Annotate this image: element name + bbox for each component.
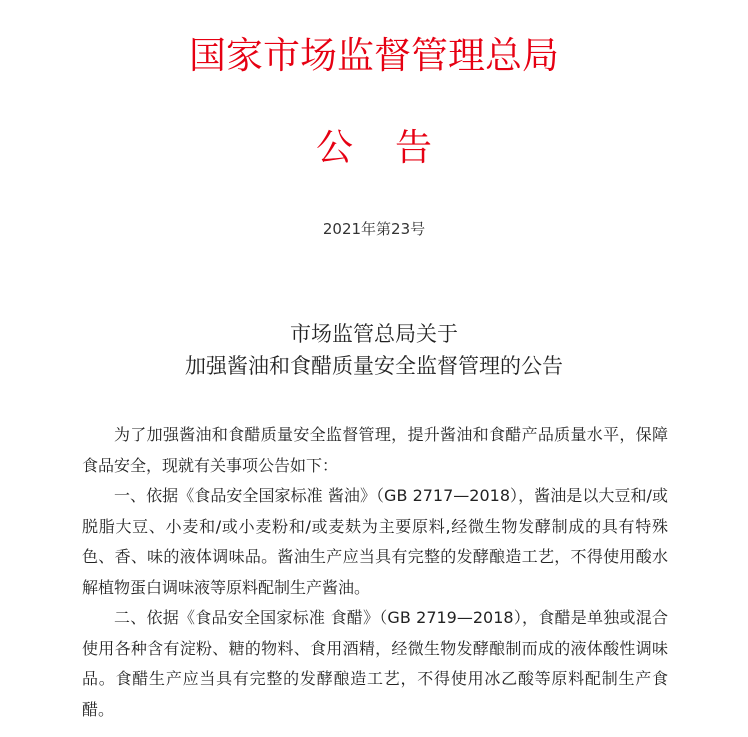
document-type: 公告 bbox=[316, 126, 474, 169]
agency-name: 国家市场监督管理总局 bbox=[189, 34, 559, 77]
document-number: 2021年第23号 bbox=[322, 220, 426, 238]
announcement-body bbox=[82, 420, 668, 725]
clause-paragraph-vinegar: 二、依据《食品安全国家标准 食醋》（GB 2719—2018），食醋是单独或混合使用各种含有淀粉、糖的物料、食用酒精，经微生物发酵酿制而成的液体酸性调味品。食醋生产应当具有完整的发酵酿造工艺，不得使用冰乙酸等原料配制生产食醋。 bbox=[82, 608, 668, 719]
intro-paragraph: 为了加强酱油和食醋质量安全监督管理，提升酱油和食醋产品质量水平，保障食品安全，现就有关事项公告如下： bbox=[82, 425, 668, 475]
clause-paragraph-soy-sauce: 一、依据《食品安全国家标准 酱油》（GB 2717—2018），酱油是以大豆和/或脱脂大豆、小麦和/或小麦粉和/或麦麸为主要原料,经微生物发酵制成的具有特殊色、香、味的液体调味品。酱油生产应当具有完整的发酵酿造工艺，不得使用酸水解植物蛋白调味液等原料配制生产酱油。 bbox=[82, 486, 668, 597]
title-line-2: 加强酱油和食醋质量安全监督管理的公告 bbox=[185, 354, 563, 378]
title-line-1: 市场监管总局关于 bbox=[290, 322, 458, 346]
announcement-title bbox=[0, 318, 748, 382]
